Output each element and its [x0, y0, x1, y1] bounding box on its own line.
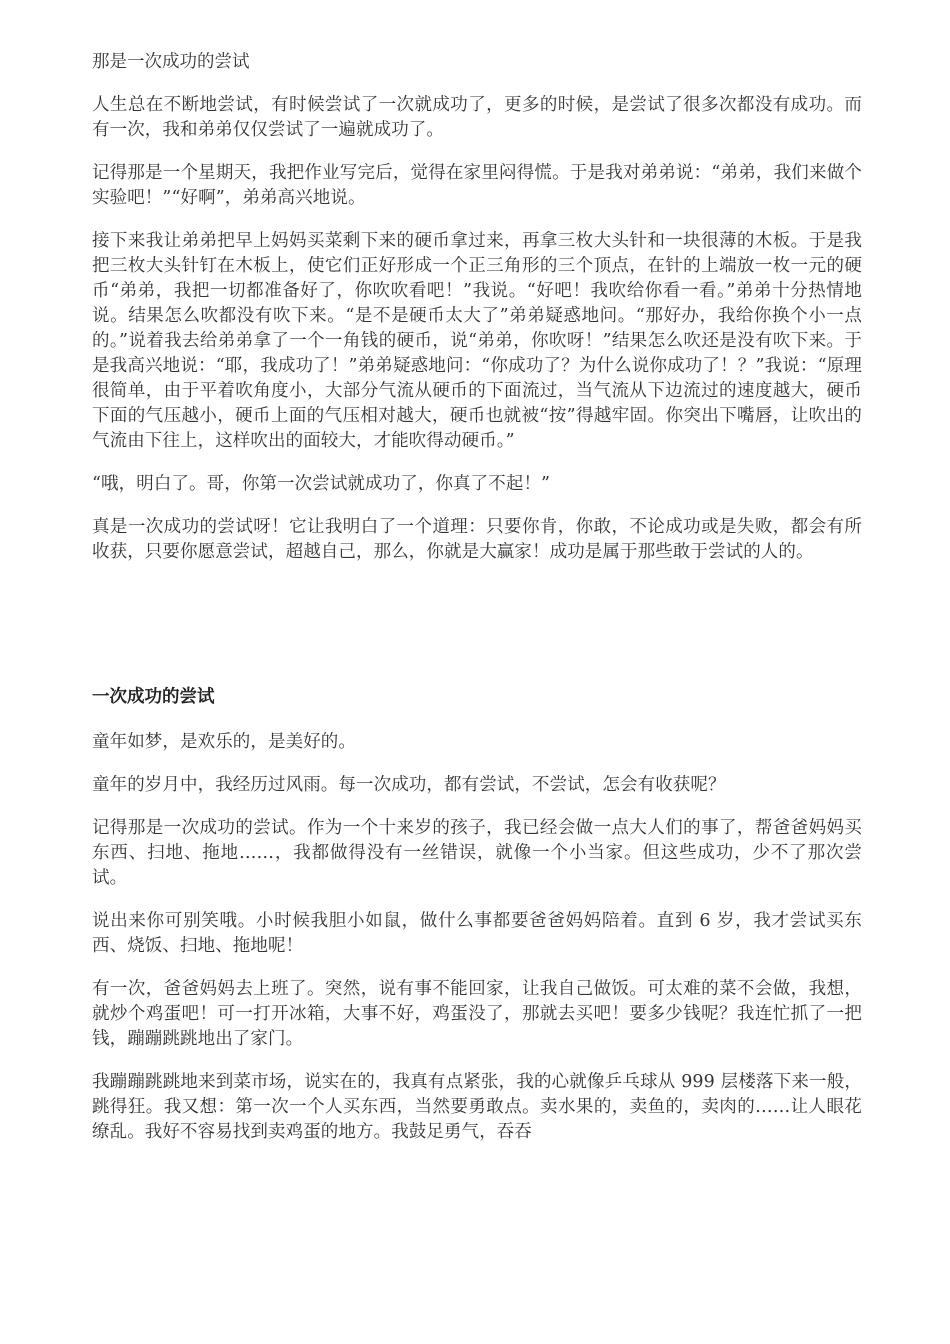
article1-paragraph-4: “哦，明白了。哥，你第一次尝试就成功了，你真了不起！” — [92, 474, 551, 494]
article2-paragraph-4: 说出来你可别笑哦。小时候我胆小如鼠，做什么事都要爸爸妈妈陪着。直到 6 岁，我才尝试买东西、烧饭、扫地、拖地呢！ — [92, 911, 862, 956]
article1-paragraph-2: 记得那是一个星期天，我把作业写完后，觉得在家里闷得慌。于是我对弟弟说：“弟弟，我们来做个实验吧！”“好啊”，弟弟高兴地说。 — [92, 163, 862, 208]
article2-paragraph-5: 有一次，爸爸妈妈去上班了。突然，说有事不能回家，让我自己做饭。可太难的菜不会做，我想，就炒个鸡蛋吧！可一打开冰箱，大事不好，鸡蛋没了，那就去买吧！要多少钱呢？我连忙抓了一把钱，蹦蹦跳跳地出了家门。 — [92, 979, 862, 1049]
document-page — [92, 50, 862, 1145]
article2-paragraph-6: 我蹦蹦跳跳地来到菜市场，说实在的，我真有点紧张，我的心就像乒乓球从 999 层楼落下来一般，跳得狂。我又想：第一次一个人买东西，当然要勇敢点。卖水果的，卖鱼的，卖肉的……让人眼花缭乱。我好不容易找到卖鸡蛋的地方。我鼓足勇气，吞吞 — [92, 1072, 862, 1142]
article1-paragraph-3: 接下来我让弟弟把早上妈妈买菜剩下来的硬币拿过来，再拿三枚大头针和一块很薄的木板。于是我把三枚大头针钉在木板上，使它们正好形成一个正三角形的三个顶点，在针的上端放一枚一元的硬币“弟弟，我把一切都准备好了，你吹吹看吧！”我说。“好吧！我吹给你看一看。”弟弟十分热情地说。结果怎么吹都没有吹下来。“是不是硬币太大了”弟弟疑惑地问。“那好办，我给你换个小一点的。”说着我去给弟弟拿了一个一角钱的硬币，说“弟弟，你吹呀！”结果怎么吹还是没有吹下来。于是我高兴地说：“耶，我成功了！”弟弟疑惑地问：“你成功了？为什么说你成功了！？”我说：“原理很简单，由于平着吹角度小，大部分气流从硬币的下面流过，当气流从下边流过的速度越大，硬币下面的气压越小，硬币上面的气压相对越大，硬币也就被“按”得越牢固。你突出下嘴唇，让吹出的气流由下往上，这样吹出的面较大，才能吹得动硬币。” — [92, 231, 862, 451]
article2-paragraph-3: 记得那是一次成功的尝试。作为一个十来岁的孩子，我已经会做一点大人们的事了，帮爸爸妈妈买东西、扫地、拖地……，我都做得没有一丝错误，就像一个小当家。但这些成功，少不了那次尝试。 — [92, 818, 862, 888]
article2-paragraph-2: 童年的岁月中，我经历过风雨。每一次成功，都有尝试，不尝试，怎会有收获呢？ — [92, 775, 726, 795]
article2-paragraph-1: 童年如梦，是欢乐的，是美好的。 — [92, 732, 356, 752]
article1-title: 那是一次成功的尝试 — [92, 52, 250, 72]
article2-title: 一次成功的尝试 — [92, 687, 215, 707]
article1-paragraph-1: 人生总在不断地尝试，有时候尝试了一次就成功了，更多的时候，是尝试了很多次都没有成功。而有一次，我和弟弟仅仅尝试了一遍就成功了。 — [92, 95, 862, 140]
article1-paragraph-5: 真是一次成功的尝试呀！它让我明白了一个道理：只要你肯，你敢，不论成功或是失败，都会有所收获，只要你愿意尝试，超越自己，那么，你就是大赢家！成功是属于那些敢于尝试的人的。 — [92, 517, 862, 562]
